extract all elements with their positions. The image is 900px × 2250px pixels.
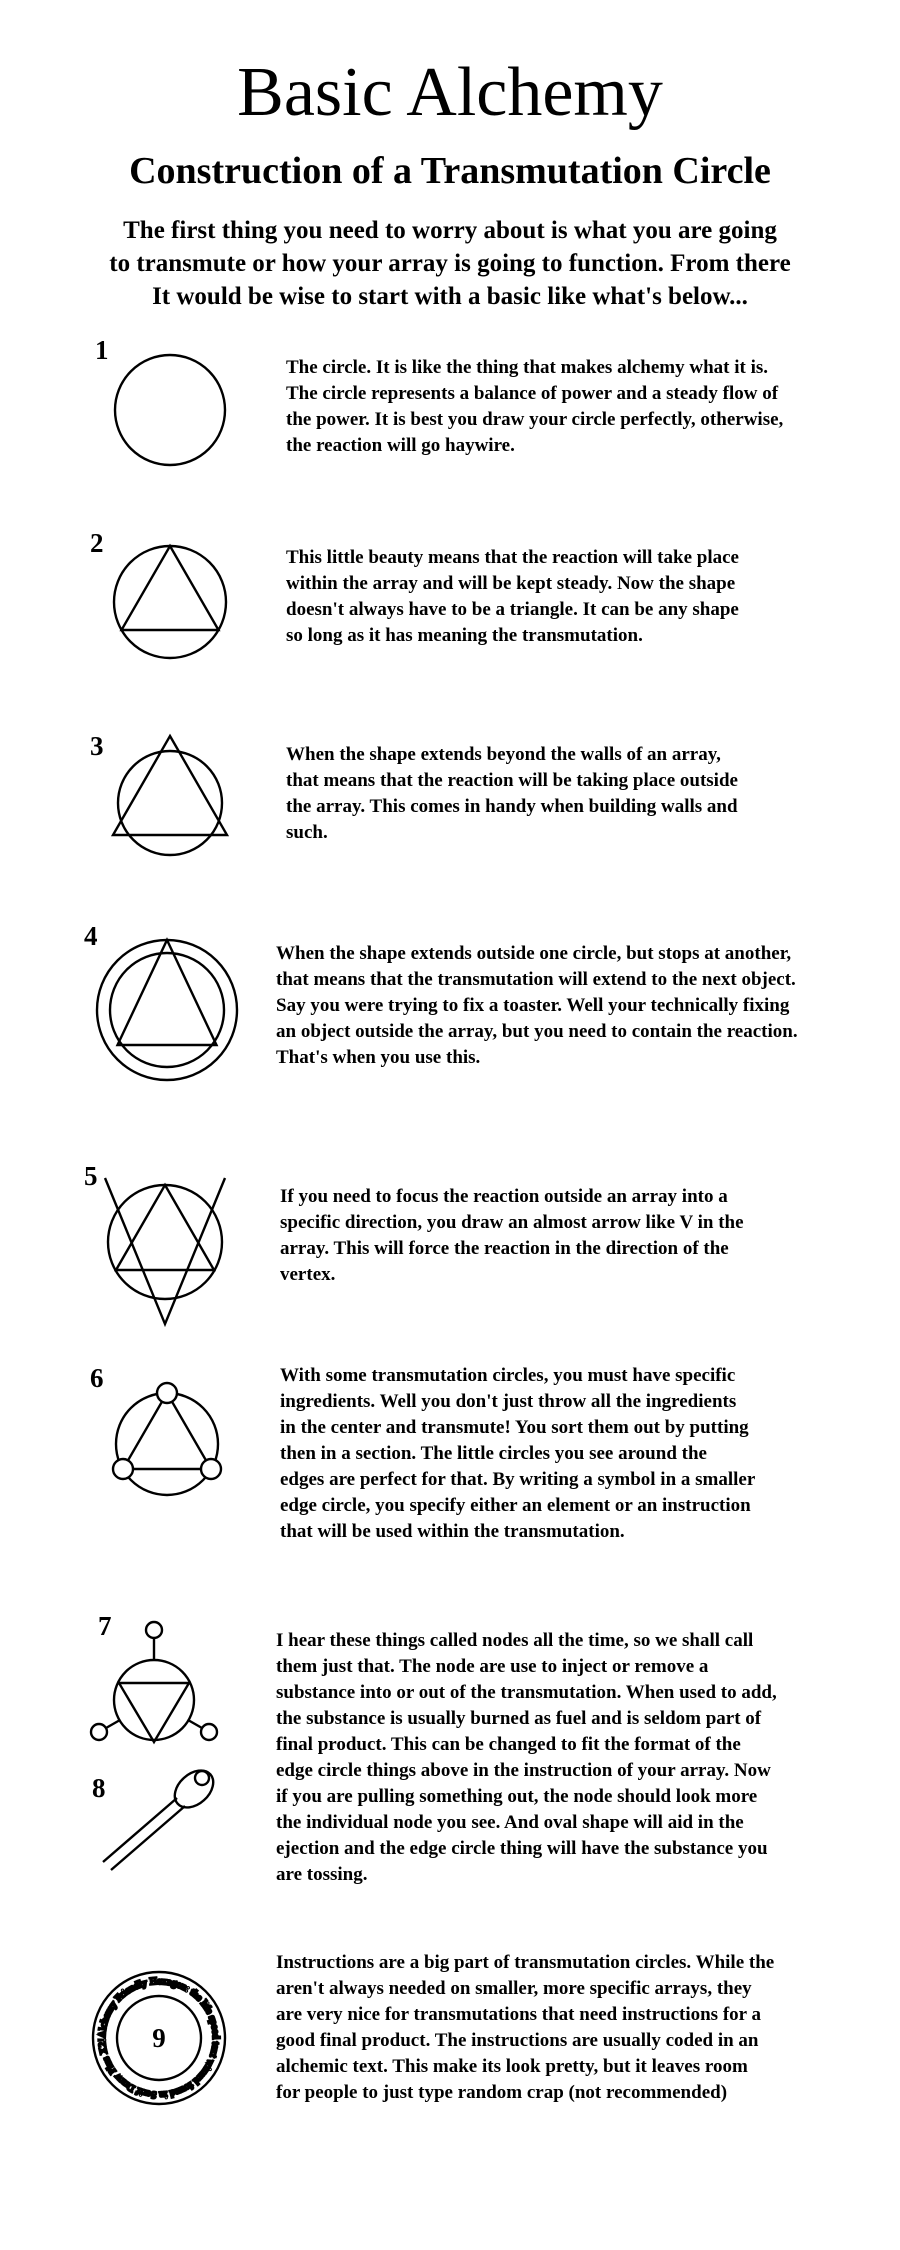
circle-with-text-ring-icon (84, 1963, 234, 2113)
step-text-5: If you need to focus the reaction outside an array into a specific direction, you draw an almost arrow like V in the array. This will force the reaction in the direction of the vertex. (280, 1186, 744, 1285)
step-number-2: 2 (90, 528, 104, 558)
circle-ring-text: Alchemy Friendly Hexagon: the life speed text wizard found in Serif Draw Plus X2! (96, 1975, 222, 2101)
oval-node-icon (98, 1765, 238, 1885)
step-number-3: 3 (90, 731, 104, 761)
step-text-6: With some transmutation circles, you must have specific ingredients. Well you don't just throw all the ingredients in the center and transmute! You sort them out by putting then in a section. The little circles you see around the edges are perfect for that. By writing a symbol in a smaller edge circle, you specify either an element or an instruction that will be used within the transmutation. (280, 1365, 756, 1542)
step-number-9: 9 (152, 2023, 166, 2053)
page-subtitle: Construction of a Transmutation Circle (129, 150, 771, 192)
circle-with-extending-triangle-icon (100, 733, 240, 863)
step-number-6: 6 (90, 1363, 104, 1393)
circle-with-nodes-icon (88, 1620, 228, 1760)
double-circle-triangle-icon (92, 935, 242, 1085)
step-text-1: The circle. It is like the thing that makes alchemy what it is. The circle represents a balance of power and a steady flow of the power. It is best you draw your circle perfectly, otherwise, the reaction will go haywire. (286, 357, 784, 456)
step-number-5: 5 (84, 1161, 98, 1191)
step-number-1: 1 (95, 335, 109, 365)
intro-text: The first thing you need to worry about is what you are going to transmute or how your array is going to function. From there It would be wise to start with a basic like what's below... (109, 217, 791, 310)
step-text-7: I hear these things called nodes all the time, so we shall call them just that. The node are use to inject or remove a substance into or out of the transmutation. When used to add, the substance is usually burned as fuel and is seldom part of final product. This can be changed to fit the format of the edge circle things above in the instruction of your array. Now if you are pulling something out, the node should look more the individual node you see. And oval shape will aid in the ejection and the edge circle thing will have the substance you are tossing. (276, 1630, 777, 1885)
step-number-8: 8 (92, 1773, 106, 1803)
circle-with-edge-circles-icon (100, 1372, 240, 1502)
step-number-7: 7 (98, 1611, 112, 1641)
step-text-3: When the shape extends beyond the walls of an array, that means that the reaction will be taking place outside the array. This comes in handy when building walls and such. (286, 744, 738, 843)
step-number-4: 4 (84, 921, 98, 951)
circle-with-v-arrow-icon (95, 1172, 245, 1332)
step-text-9: Instructions are a big part of transmutation circles. While the aren't always needed on smaller, more specific arrays, they are very nice for transmutations that need instructions for a good final product. The instructions are usually coded in an alchemic text. This make its look pretty, but it leaves room for people to just type random crap (not recommended) (276, 1952, 775, 2103)
step-text-2: This little beauty means that the reaction will take place within the array and will be kept steady. Now the shape doesn't always have to be a triangle. It can be any shape so long as it has meaning the transmutation. (286, 547, 739, 646)
page-title: Basic Alchemy (237, 54, 663, 131)
circle-with-inscribed-triangle-icon (105, 537, 235, 667)
step-text-4: When the shape extends outside one circle, but stops at another, that means that the transmutation will extend to the next object. Say you were trying to fix a toaster. Well your technically fixing an object outside the array, but you need to contain the reaction. That's when you use this. (276, 943, 798, 1068)
plain-circle-icon (105, 345, 235, 475)
